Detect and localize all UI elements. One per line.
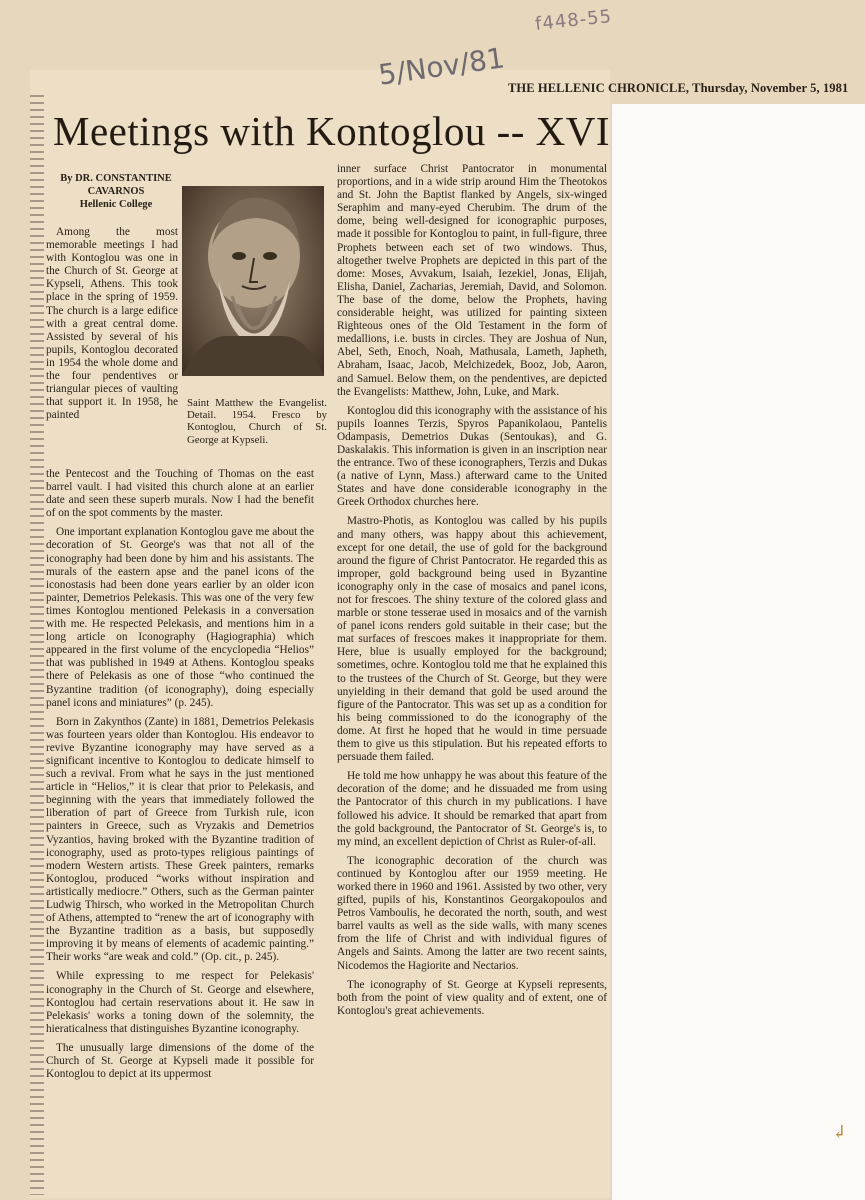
paragraph: The iconographic decoration of the church was continued by Kontoglou after our 1959 meeting. He worked there in 1960 and 1961. Assisted by two other, very gifted, pupils of his, Konstantinos Georgakopoulos and Petros Vamboulis, he decorated the north, south, and west barrel vaults as well as the side walls, with many scenes from the life of Christ and with individual figures of Angels and Saints. Among the latter are two recent saints, Nicodemos the Hagiorite and Nectarios. xyxy=(337,854,607,972)
blank-page-area xyxy=(612,104,865,1200)
paragraph: The unusually large dimensions of the dome of the Church of St. George at Kypseli made it possible for Kontoglou to depict at its uppermost xyxy=(46,1041,314,1081)
corner-mark-icon: ↲ xyxy=(832,1122,848,1142)
pencil-reference-note: f448-55 xyxy=(534,6,613,35)
paragraph: Born in Zakynthos (Zante) in 1881, Demetrios Pelekasis was fourteen years older than Kontoglou. His endeavor to revive Byzantine iconography may have served as a significant incentive to Kontoglou to dedicate himself to such a revival. From what he says in the just mentioned article in “Helios,” it is clear that prior to Pelekasis, and beginning with the years that immediately followed the liberation of part of Greece from Turkish rule, icon painters in Greece, such as Vryzakis and Demetrios Vyzantios, having broked with the Byzantine tradition of iconography, used as proto-types religious paintings of modern Western artists. These Greek painters, remarks Kontoglou, produced “works without inspiration and artistically mediocre.” Others, such as the German painter Ludwig Thirsch, who worked in the Metropolitan Church of Athens, attempted to “renew the art of iconography with the Byzantine tradition as a basis, but supposedly improving it by means of elements of academic painting.” Their works “are weak and cold.” (Op. cit., p. 245). xyxy=(46,715,314,964)
article-column-top-left xyxy=(46,226,178,428)
article-column-left xyxy=(46,468,314,1087)
paragraph: While expressing to me respect for Pelekasis' iconography in the Church of St. George and elsewhere, Kontoglou had certain reservations about it. He saw in Pelekasis' works a toning down of the solemnity, the hieraticalness that distinguishes Byzantine iconography. xyxy=(46,970,314,1035)
article-column-right xyxy=(337,163,607,1024)
paragraph: inner surface Christ Pantocrator in monumental proportions, and in a wide strip around Him the Theotokos and St. John the Baptist flanked by Angels, six-winged Seraphim and many-eyed Cherubim. The drum of the dome, being well-designed for iconographic purposes, made it possible for Kontoglou to paint, in full-figure, three Prophets between each set of two windows. Thus, altogether twelve Prophets are depicted in this part of the dome: Moses, Avvakum, Isaiah, Iezekiel, Jonas, Elijah, Elisha, Daniel, Zacharias, Jeremiah, David, and Solomon. The base of the dome, below the Prophets, having considerable height, was utilized for painting sixteen Righteous ones of the Old Testament in the form of medallions, i.e. busts in circles. They are Joshua of Nun, Abel, Seth, Enoch, Noah, Mathusala, Lameth, Japheth, Abraham, Isaac, Jacob, Melchizedek, Booz, Job, Aaron, and Samuel. Below them, on the pendentives, are depicted the Evangelists: Matthew, John, Luke, and Mark. xyxy=(337,163,607,398)
clipping-edge-marks xyxy=(30,95,44,1195)
paragraph: Kontoglou did this iconography with the assistance of his pupils Ioannes Terzis, Spyros Papanikolaou, Pantelis Odampasis, Demetrios Dukas (Sentoukas), and G. Daskalakis. This information is given in an inscription near the entrance. Two of these iconographers, Terzis and Dukas (a native of Lynn, Mass.) afterward came to the United States and have done considerable iconography in the Greek Orthodox churches here. xyxy=(337,404,607,509)
newspaper-masthead: THE HELLENIC CHRONICLE, Thursday, November 5, 1981 xyxy=(508,81,849,95)
paragraph: The iconography of St. George at Kypseli represents, both from the point of view quality and of extent, one of Kontoglou's great achievements. xyxy=(337,978,607,1017)
pencil-date-note: 5/Nov/81 xyxy=(376,41,507,92)
paragraph: He told me how unhappy he was about this feature of the decoration of the dome; and he dissuaded me from using the Pantocrator of this church in my publications. I have followed his advice. It should be remarked that apart from the gold background, the Pantocrator of St. George's is, to my mind, an excellent depiction of Christ as Ruler-of-all. xyxy=(337,770,607,848)
paragraph: Mastro-Photis, as Kontoglou was called by his pupils and many others, was happy about this achievement, except for one detail, the use of gold for the background around the figure of Christ Pantocrator. He regarded this as improper, gold background being used in Byzantine iconography only in the case of mosaics and panel icons, not for frescoes. The shiny texture of the colored glass and marble or stone tesserae used in mosaics and of the varnish of panel icons renders gold suitable in their case; but the mat surfaces of frescoes makes it inappropriate for them. Here, blue is usually employed for the background; sometimes, ochre. Kontoglou told me that he explained this to the trustees of the Church of St. George, but they were unyielding in their demand that gold be used around the figure of the Pantocrator. This was set up as a condition for his being commissioned to do the iconography of the dome. At first he hoped that he would in time persuade them to give us this stipulation. But his repeated efforts to persuade them failed. xyxy=(337,515,607,764)
byline-affiliation: Hellenic College xyxy=(79,199,153,210)
byline-author: By DR. CONSTANTINE CAVARNOS xyxy=(60,173,172,197)
paragraph: Among the most memorable meetings I had with Kontoglou was one in the Church of St. George at Kypseli, Athens. This took place in the spring of 1959. The church is a large edifice with a great central dome. Assisted by several of his pupils, Kontoglou decorated in 1954 the whole dome and the four pendentives or triangular pieces of vaulting that support it. In 1958, he painted xyxy=(46,226,178,422)
portrait-icon xyxy=(182,186,324,376)
image-caption: Saint Matthew the Evangelist. Detail. 1954. Fresco by Kontoglou, Church of St. George at Kypseli. xyxy=(187,397,327,446)
paragraph: the Pentecost and the Touching of Thomas on the east barrel vault. I had visited this church alone at an earlier date and seen these superb murals. Now I had the benefit of on the spot comments by the master. xyxy=(46,468,314,520)
paragraph: One important explanation Kontoglou gave me about the decoration of St. George's was that not all of the iconography had been done by him and his assistants. The murals of the eastern apse and the panel icons of the iconostasis had been done years earlier by an older icon painter, Demetrios Pelekasis. This was one of the very few times Kontoglou mentioned Pelekasis in a conversation with me. He respected Pelekasis, and mentions him in a long article on Iconography (Hagiographia) which appeared in the first volume of the encyclopedia “Helios” that was published in 1949 at Athens. Kontoglou speaks there of Pelekasis as one of those “who continued the Byzantine tradition (of iconography), doing especially panel icons and miniatures” (p. 245). xyxy=(46,526,314,709)
byline xyxy=(46,172,186,211)
saint-matthew-fresco-image xyxy=(182,186,324,376)
article-headline: Meetings with Kontoglou -- XVI xyxy=(53,108,611,154)
